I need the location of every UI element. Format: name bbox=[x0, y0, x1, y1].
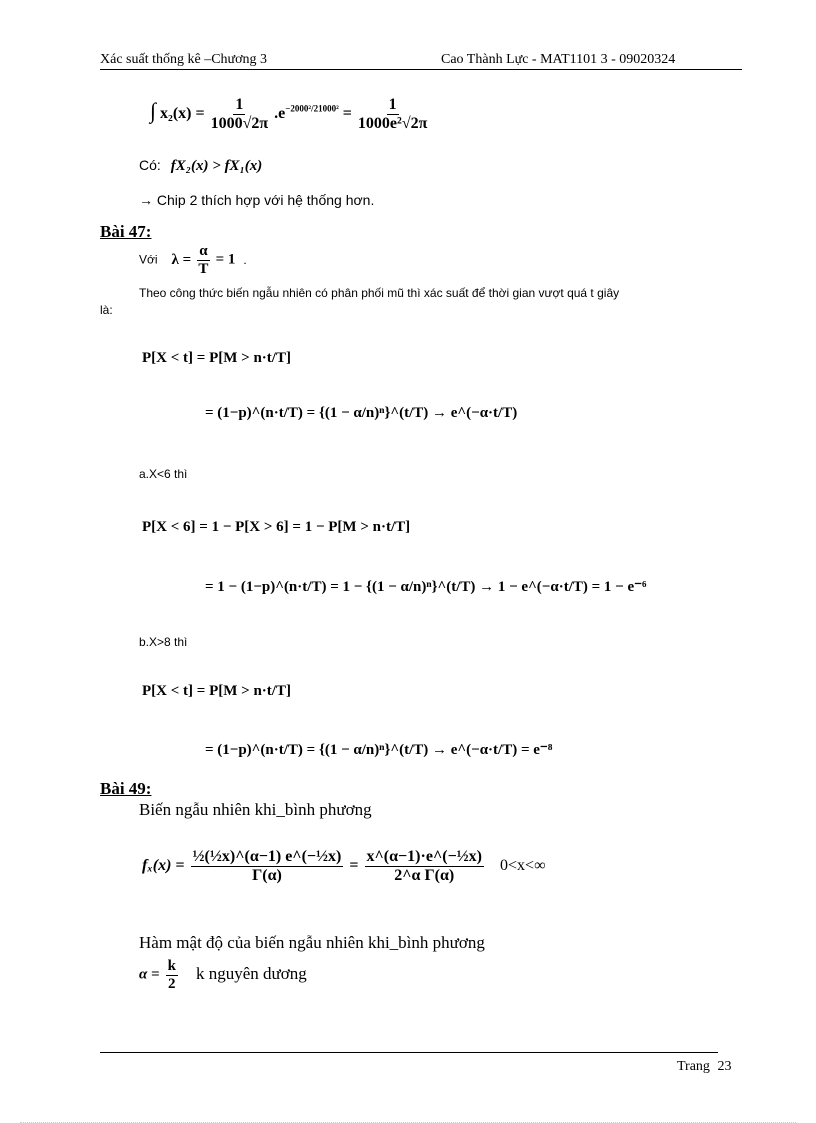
bai47-part-b: b.X>8 thì bbox=[139, 635, 188, 649]
bai49-density-equation: fₓ(x) = $\frac{\text{½(½x)\textasciicircum{}(α−1) e\textasciicircum{}(−½x)}}{\Gamma(\alpha)}$ = $\frac{\text{x\textasciicircum{}(α−1)·e\textasciicircum{}(−½x)}}{\text{2\textasciicircum{}α Γ(α)}}$ 0<x<∞ bbox=[142, 848, 546, 884]
bai47-eq-b2: = (1−p)^(n·t/T) = {(1 − α/n)ⁿ}^(t/T) → e^(−α·t/T) = e⁻⁸ bbox=[205, 742, 553, 758]
bai49-alpha-line: α = $\frac{k}{2}$ k nguyên dương bbox=[139, 958, 307, 992]
bai49-subtitle: Biến ngẫu nhiên khi_bình phương bbox=[139, 800, 372, 819]
bai47-part-a: a.X<6 thì bbox=[139, 467, 188, 481]
bai47-title: Bài 47: bbox=[100, 222, 152, 241]
bai47-eq-b1: P[X < t] = P[M > n·t/T] bbox=[142, 683, 291, 699]
bai47-eq-a2: = 1 − (1−p)^(n·t/T) = 1 − {(1 − α/n)ⁿ}^(t/T) → 1 − e^(−α·t/T) = 1 − e⁻⁶ bbox=[205, 579, 647, 595]
header-right: Cao Thành Lực - MAT1101 3 - 09020324 bbox=[441, 52, 676, 67]
bai47-para-line1: Theo công thức biến ngẫu nhiên có phân phối mũ thì xác suất để thời gian vượt quá t giây bbox=[139, 286, 620, 300]
page-footer: Trang 23 bbox=[677, 1059, 732, 1074]
co-line: Có: fX₂(x) > fX₁(x) bbox=[139, 157, 263, 174]
bai47-eq2: = (1−p)^(n·t/T) = {(1 − α/n)ⁿ}^(t/T) → e^(−α·t/T) bbox=[205, 405, 518, 421]
bai47-voi: Với λ = $\frac{\alpha}{T}$ = 1 . bbox=[139, 243, 247, 277]
bai47-eq1: P[X < t] = P[M > n·t/T] bbox=[142, 350, 291, 366]
arrow-icon: → bbox=[139, 192, 153, 208]
header-rule bbox=[100, 69, 742, 70]
header-left: Xác suất thống kê –Chương 3 bbox=[100, 52, 268, 67]
bai49-density-text: Hàm mật độ của biến ngẫu nhiên khi_bình phương bbox=[139, 933, 485, 952]
page-number: 23 bbox=[717, 1059, 732, 1074]
integral-equation: ∫ x₂(x) = $\frac{1}{1000√2\pi}$ $.e^{-2000^2/21000^2}$ = $\frac{1}{\text{1000e²√2π}}$ bbox=[150, 96, 428, 132]
footer-rule bbox=[100, 1052, 718, 1053]
bai49-title: Bài 49: bbox=[100, 779, 152, 798]
bai47-eq-a1: P[X < 6] = 1 − P[X > 6] = 1 − P[M > n·t/T] bbox=[142, 519, 411, 535]
conclusion-line: → Chip 2 thích hợp với hệ thống hơn. bbox=[139, 192, 375, 208]
bai47-para-line2: là: bbox=[100, 303, 113, 317]
